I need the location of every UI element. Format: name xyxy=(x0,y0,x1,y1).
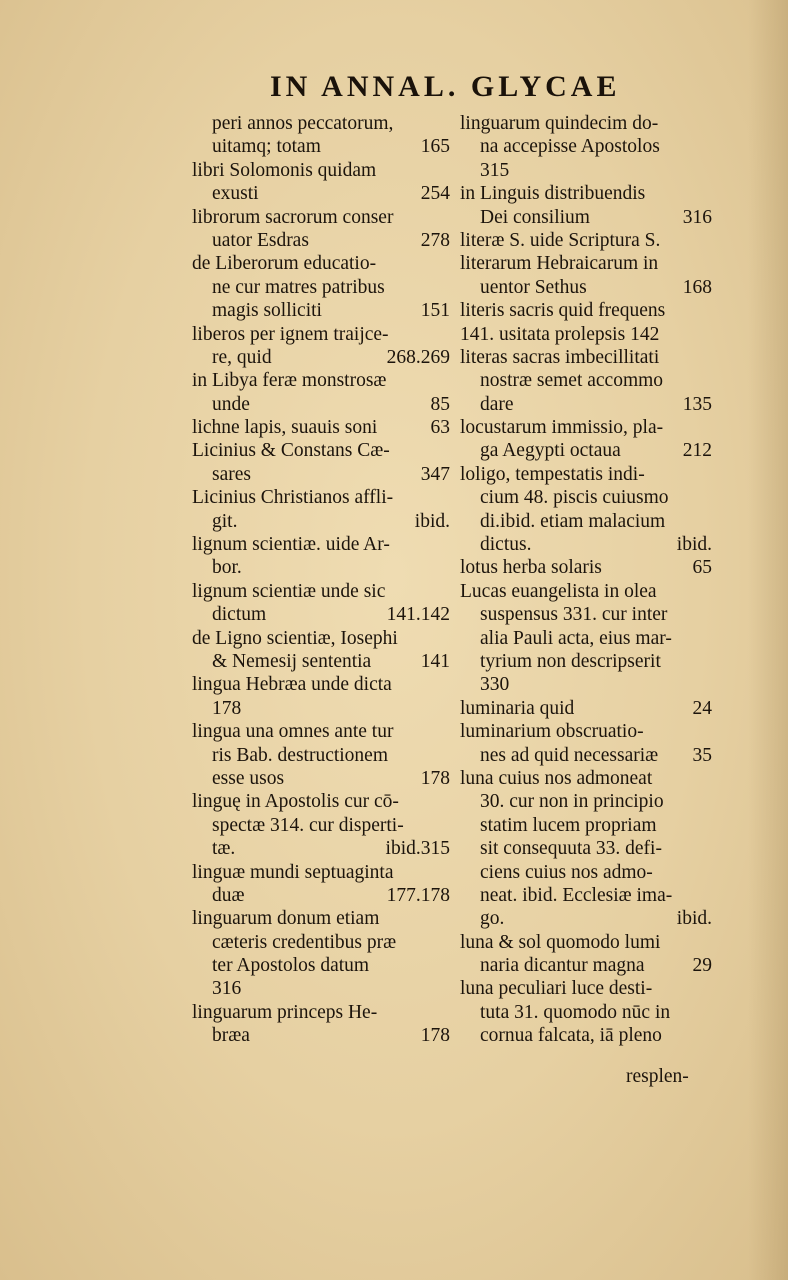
entry-text: locustarum immissio, pla- xyxy=(460,417,664,439)
entry-text: luminarium obscruatio- xyxy=(460,721,644,743)
index-entry-line xyxy=(192,276,450,299)
index-entry-line xyxy=(460,182,712,205)
entry-text: libri Solomonis quidam xyxy=(192,159,377,181)
index-entry-line xyxy=(192,627,450,650)
page-edge-shadow xyxy=(748,0,788,1280)
index-entry-line xyxy=(460,720,712,743)
entry-text: dictus. xyxy=(480,534,532,556)
page-reference: 178 xyxy=(420,767,450,789)
entry-text: luna peculiari luce desti- xyxy=(460,978,653,1000)
entry-text: linguarum quindecim do- xyxy=(460,113,659,134)
entry-text: peri annos peccatorum, xyxy=(212,113,394,134)
entry-text: librorum sacrorum conser xyxy=(192,206,394,228)
entry-text: ga Aegypti octaua xyxy=(480,440,621,462)
entry-text: ter Apostolos datum xyxy=(212,955,370,977)
index-entry-line xyxy=(460,673,712,696)
index-entry-line xyxy=(192,744,450,767)
entry-text: esse usos xyxy=(212,767,285,789)
index-entry-line xyxy=(460,369,712,392)
entry-text: duæ xyxy=(212,884,245,906)
index-entry-line xyxy=(192,416,450,439)
index-entry-line xyxy=(192,533,450,556)
entry-text: tyrium non descripserit xyxy=(480,650,661,672)
index-entry-line xyxy=(192,159,450,182)
index-entry-line xyxy=(460,603,712,626)
index-entry-line xyxy=(192,673,450,696)
page-reference: 254 xyxy=(420,183,450,205)
index-entry-line xyxy=(192,790,450,813)
index-entry-line xyxy=(460,627,712,650)
index-entry-line xyxy=(192,206,450,229)
entry-text: spectæ 314. cur disperti- xyxy=(212,814,404,836)
index-entry-line xyxy=(460,486,712,509)
index-entry-line xyxy=(192,907,450,930)
page-reference: 29 xyxy=(692,955,712,977)
page-reference: 35 xyxy=(692,744,712,766)
entry-text: magis solliciti xyxy=(212,300,322,322)
entry-text: di.ibid. etiam malacium xyxy=(480,510,666,532)
index-entry-line xyxy=(460,697,712,720)
index-entry-line xyxy=(460,1024,712,1047)
entry-text: nes ad quid necessariæ xyxy=(480,744,659,766)
entry-text: linguę in Apostolis cur cō- xyxy=(192,791,399,813)
entry-text: lingua Hebræa unde dicta xyxy=(192,674,392,696)
index-entry-line xyxy=(192,323,450,346)
entry-text: 178 xyxy=(212,697,242,719)
entry-text: Licinius Christianos affli- xyxy=(192,487,394,509)
entry-text: loligo, tempestatis indi- xyxy=(460,463,645,485)
entry-text: linguarum donum etiam xyxy=(192,908,380,930)
entry-text: lignum scientiæ. uide Ar- xyxy=(192,534,390,556)
left-index-column xyxy=(192,112,450,1048)
entry-text: nostræ semet accommo xyxy=(480,370,664,392)
index-entry-line xyxy=(192,346,450,369)
index-entry-line xyxy=(192,135,450,158)
entry-text: tuta 31. quomodo nūc in xyxy=(480,1001,671,1023)
entry-text: sit consequuta 33. defi- xyxy=(480,838,662,860)
entry-text: lignum scientiæ unde sic xyxy=(192,580,386,602)
entry-text: liberos per ignem traijce- xyxy=(192,323,389,345)
index-entry-line xyxy=(460,1001,712,1024)
page-reference: 178 xyxy=(420,1025,450,1047)
entry-text: alia Pauli acta, eius mar- xyxy=(480,627,672,649)
page-reference: 85 xyxy=(430,393,450,415)
page-reference: 177.178 xyxy=(386,884,450,906)
entry-text: literarum Hebraicarum in xyxy=(460,253,659,275)
index-entry-line xyxy=(192,931,450,954)
index-entry-line xyxy=(460,837,712,860)
index-entry-line xyxy=(460,323,712,346)
index-entry-line xyxy=(460,393,712,416)
entry-text: lingua una omnes ante tur xyxy=(192,721,394,743)
entry-text: Dei consilium xyxy=(480,206,590,228)
index-entry-line xyxy=(460,135,712,158)
page-reference: 151 xyxy=(420,300,450,322)
page-reference: 141 xyxy=(420,650,450,672)
entry-text: de Ligno scientiæ, Iosephi xyxy=(192,627,398,649)
page-reference: 268.269 xyxy=(386,346,450,368)
index-entry-line xyxy=(192,697,450,720)
index-entry-line xyxy=(192,229,450,252)
index-entry-line xyxy=(460,299,712,322)
page-reference: 168 xyxy=(682,276,712,298)
entry-text: na accepisse Apostolos xyxy=(480,136,660,158)
index-entry-line xyxy=(192,1024,450,1047)
index-entry-line xyxy=(460,463,712,486)
page-reference: ibid. xyxy=(676,534,712,556)
entry-text: uentor Sethus xyxy=(480,276,587,298)
index-entry-line xyxy=(460,510,712,533)
index-entry-line xyxy=(192,112,450,135)
index-entry-line xyxy=(460,767,712,790)
index-entry-line xyxy=(460,206,712,229)
page-reference: ibid.315 xyxy=(385,838,450,860)
index-entry-line xyxy=(460,954,712,977)
index-entry-line xyxy=(192,954,450,977)
page-reference: 141.142 xyxy=(386,604,450,626)
index-entry-line xyxy=(460,650,712,673)
index-entry-line xyxy=(192,299,450,322)
entry-text: & Nemesij sententia xyxy=(212,650,372,672)
entry-text: luna & sol quomodo lumi xyxy=(460,931,661,953)
index-entry-line xyxy=(192,1001,450,1024)
entry-text: cæteris credentibus præ xyxy=(212,931,397,953)
entry-text: luminaria quid xyxy=(460,697,575,719)
index-entry-line xyxy=(192,603,450,626)
index-entry-line xyxy=(460,580,712,603)
index-entry-line xyxy=(192,439,450,462)
index-entry-line xyxy=(460,533,712,556)
index-entry-line xyxy=(460,931,712,954)
entry-text: literæ S. uide Scriptura S. xyxy=(460,229,661,251)
index-entry-line xyxy=(192,252,450,275)
index-entry-line xyxy=(192,814,450,837)
entry-text: sares xyxy=(212,463,251,485)
entry-text: dare xyxy=(480,393,514,415)
entry-text: naria dicantur magna xyxy=(480,955,645,977)
page-reference: 278 xyxy=(420,229,450,251)
index-entry-line xyxy=(192,369,450,392)
entry-text: statim lucem propriam xyxy=(480,814,657,836)
index-entry-line xyxy=(460,884,712,907)
page-reference: 135 xyxy=(682,393,712,415)
index-entry-line xyxy=(460,276,712,299)
index-entry-line xyxy=(192,510,450,533)
entry-text: ciens cuius nos admo- xyxy=(480,861,653,883)
entry-text: tæ. xyxy=(212,838,236,860)
index-entry-line xyxy=(192,837,450,860)
index-entry-line xyxy=(460,744,712,767)
index-entry-line xyxy=(192,720,450,743)
index-entry-line xyxy=(192,580,450,603)
index-entry-line xyxy=(460,977,712,1000)
entry-text: git. xyxy=(212,510,238,532)
right-index-column xyxy=(460,112,712,1048)
index-entry-line xyxy=(192,861,450,884)
entry-text: cornua falcata, iā pleno xyxy=(480,1025,662,1047)
index-entry-line xyxy=(192,182,450,205)
entry-text: re, quid xyxy=(212,346,272,368)
index-entry-line xyxy=(460,159,712,182)
entry-text: in Libya feræ monstrosæ xyxy=(192,370,387,392)
running-header: IN ANNAL. GLYCAE xyxy=(270,70,621,103)
catchword: resplen- xyxy=(626,1066,689,1087)
entry-text: cium 48. piscis cuiusmo xyxy=(480,487,669,509)
index-entry-line xyxy=(192,463,450,486)
entry-text: 30. cur non in principio xyxy=(480,791,664,813)
index-entry-line xyxy=(460,229,712,252)
entry-text: unde xyxy=(212,393,250,415)
index-entry-line xyxy=(192,650,450,673)
entry-text: bor. xyxy=(212,557,242,579)
index-entry-line xyxy=(460,252,712,275)
entry-text: Lucas euangelista in olea xyxy=(460,580,657,602)
page-reference: 347 xyxy=(420,463,450,485)
entry-text: ris Bab. destructionem xyxy=(212,744,389,766)
entry-text: 316 xyxy=(212,978,242,1000)
index-entry-line xyxy=(460,861,712,884)
entry-text: bræa xyxy=(212,1025,250,1047)
index-entry-line xyxy=(460,556,712,579)
index-entry-line xyxy=(460,907,712,930)
index-entry-line xyxy=(192,767,450,790)
index-entry-line xyxy=(460,416,712,439)
entry-text: lichne lapis, suauis soni xyxy=(192,417,378,439)
entry-text: literas sacras imbecillitati xyxy=(460,346,660,368)
page-reference: 63 xyxy=(430,417,450,439)
index-entry-line xyxy=(192,393,450,416)
index-entry-line xyxy=(460,346,712,369)
entry-text: 315 xyxy=(480,159,510,181)
index-entry-line xyxy=(460,790,712,813)
page-reference: ibid. xyxy=(676,908,712,930)
page-reference: 316 xyxy=(682,206,712,228)
index-entry-line xyxy=(460,814,712,837)
entry-text: literis sacris quid frequens xyxy=(460,300,666,322)
entry-text: uitamq; totam xyxy=(212,136,321,158)
page-reference: 65 xyxy=(692,557,712,579)
entry-text: exusti xyxy=(212,183,259,205)
index-entry-line xyxy=(460,112,712,135)
entry-text: Licinius & Constans Cæ- xyxy=(192,440,390,462)
entry-text: ne cur matres patribus xyxy=(212,276,385,298)
entry-text: linguarum princeps He- xyxy=(192,1001,378,1023)
entry-text: lotus herba solaris xyxy=(460,557,602,579)
entry-text: linguæ mundi septuaginta xyxy=(192,861,394,883)
page-reference: 165 xyxy=(420,136,450,158)
index-entry-line xyxy=(460,439,712,462)
index-entry-line xyxy=(192,556,450,579)
index-entry-line xyxy=(192,486,450,509)
entry-text: 141. usitata prolepsis 142 xyxy=(460,323,660,345)
entry-text: luna cuius nos admoneat xyxy=(460,767,653,789)
entry-text: go. xyxy=(480,908,505,930)
entry-text: in Linguis distribuendis xyxy=(460,183,646,205)
page-reference: ibid. xyxy=(414,510,450,532)
entry-text: de Liberorum educatio- xyxy=(192,253,377,275)
index-entry-line xyxy=(192,977,450,1000)
entry-text: uator Esdras xyxy=(212,229,309,251)
entry-text: dictum xyxy=(212,604,267,626)
page-reference: 24 xyxy=(692,697,712,719)
index-entry-line xyxy=(192,884,450,907)
entry-text: suspensus 331. cur inter xyxy=(480,604,668,626)
page-reference: 212 xyxy=(682,440,712,462)
entry-text: 330 xyxy=(480,674,510,696)
entry-text: neat. ibid. Ecclesiæ ima- xyxy=(480,884,673,906)
